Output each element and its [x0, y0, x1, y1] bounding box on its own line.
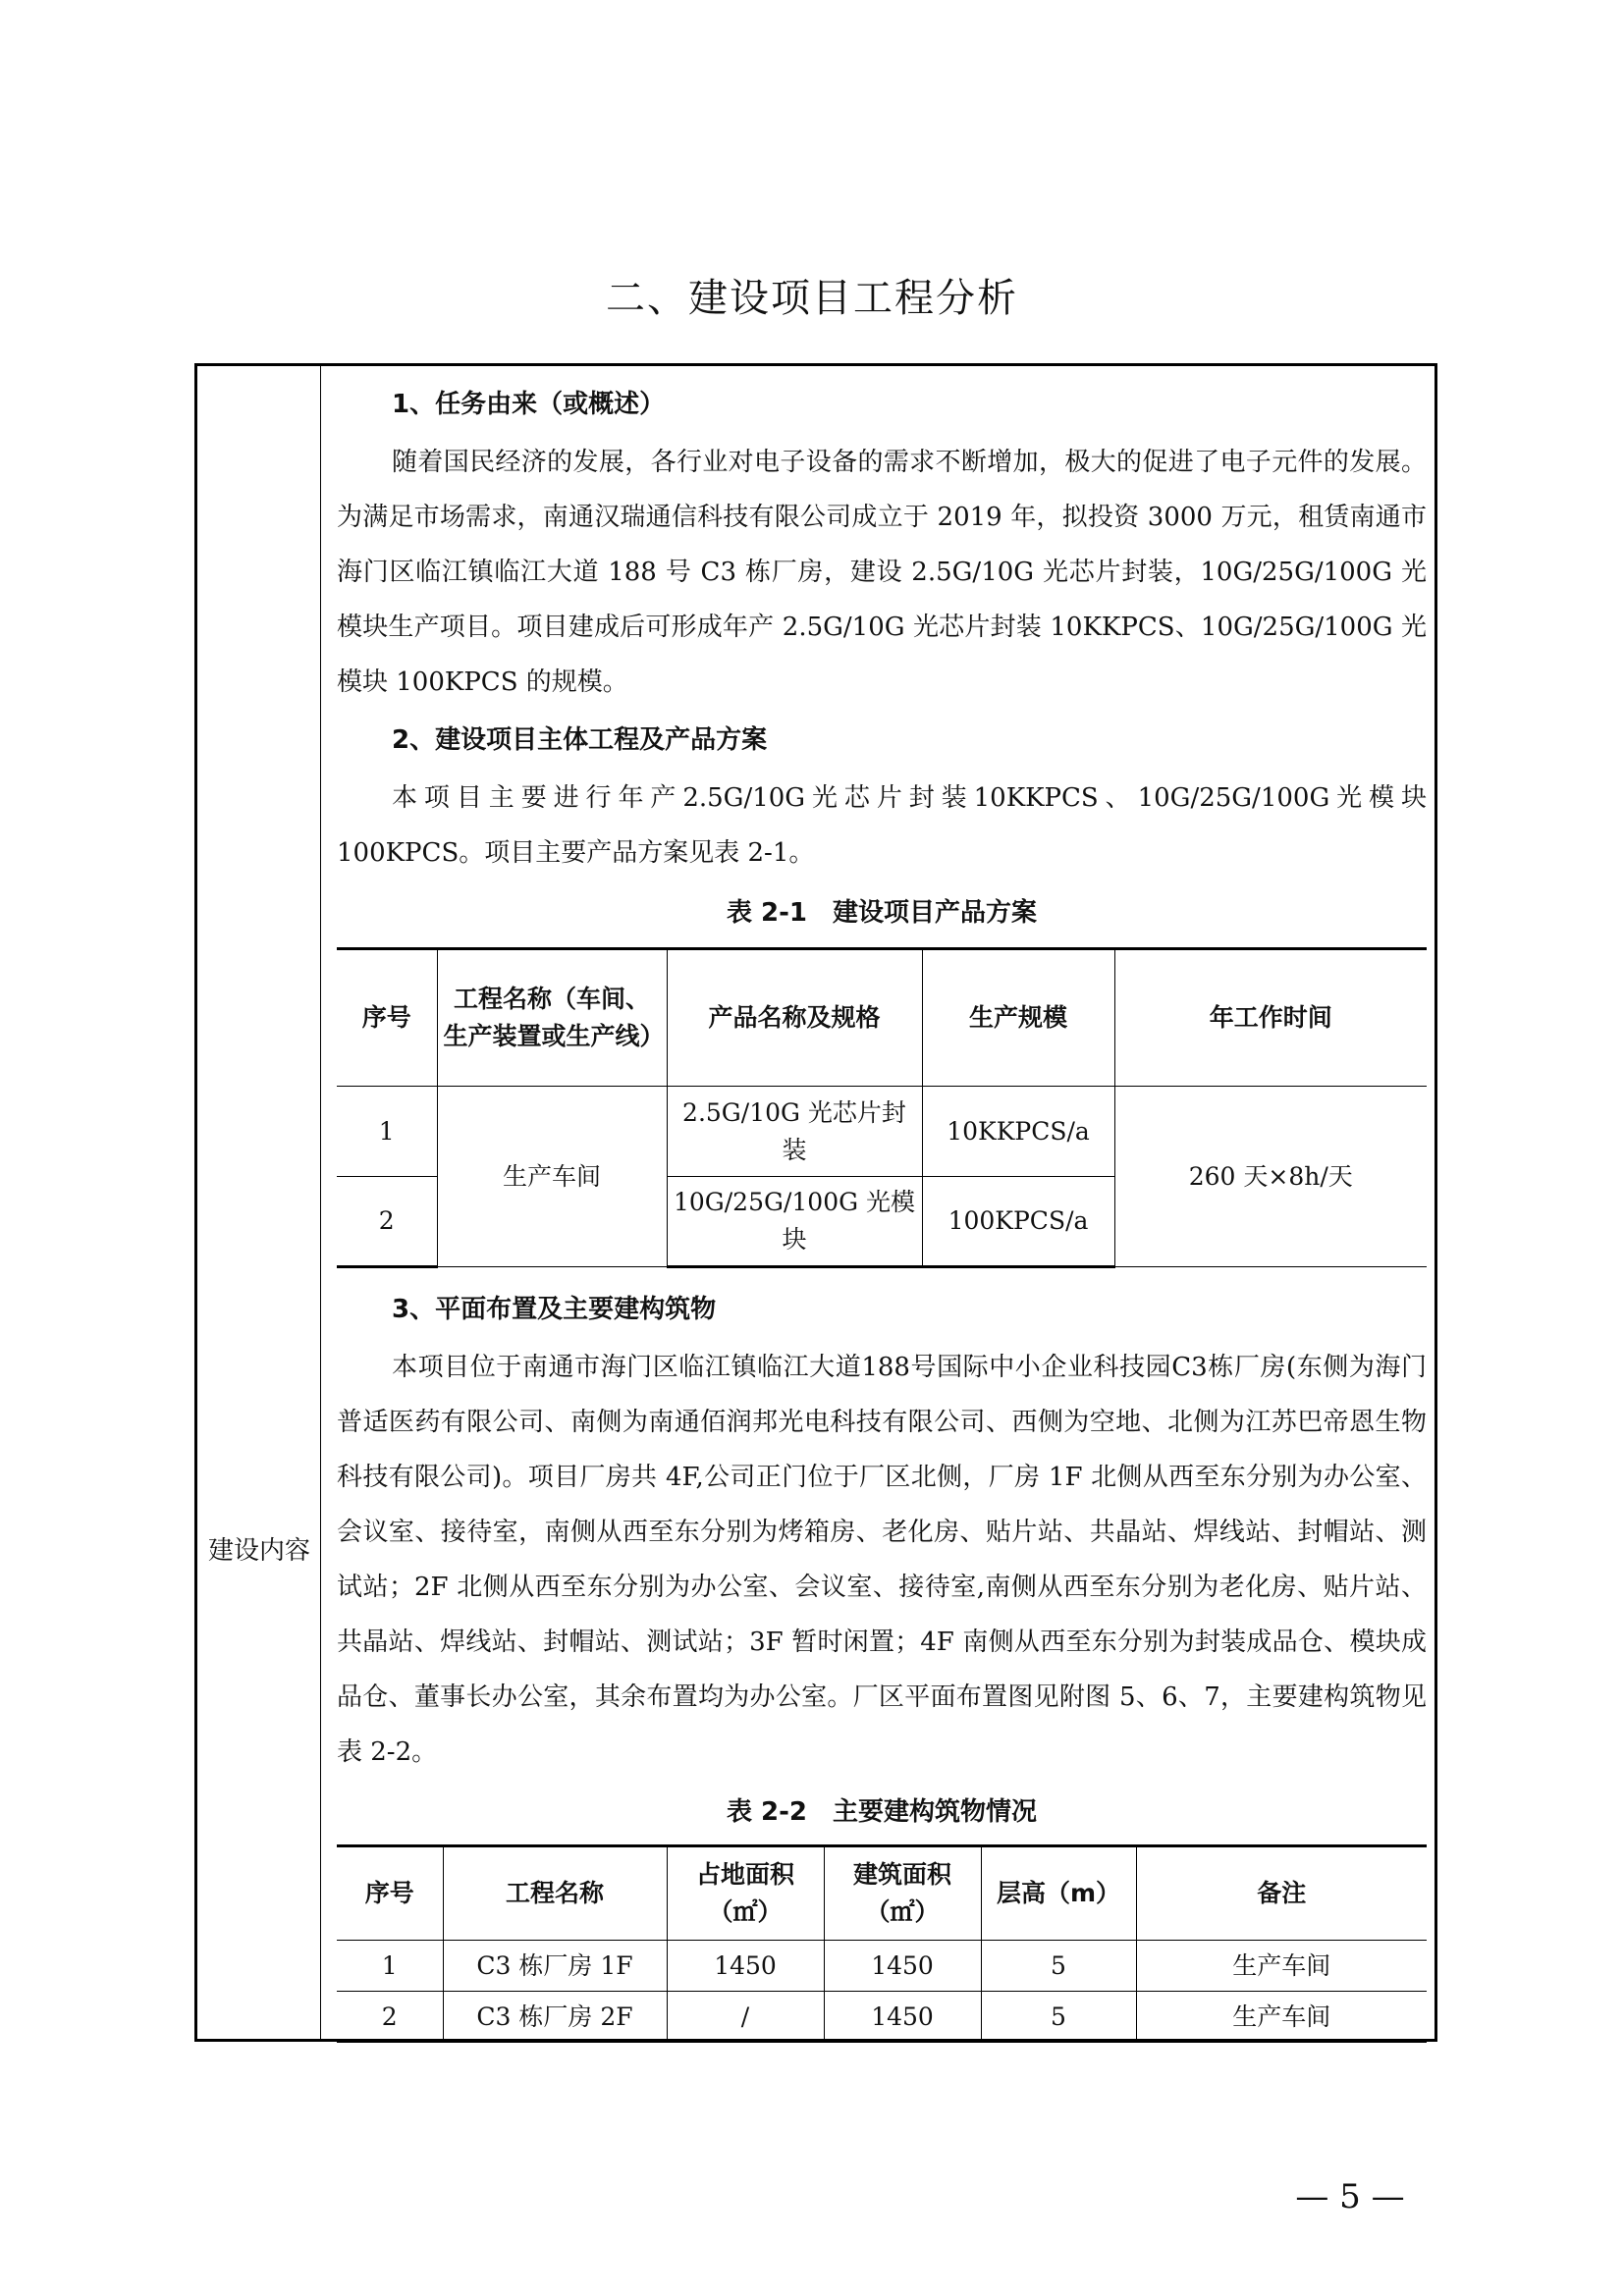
- table-2-header-height: 层高（m）: [981, 1846, 1136, 1941]
- table-1-header-product: 产品名称及规格: [667, 949, 922, 1087]
- content-frame: [194, 363, 1437, 2042]
- table-1-cell-scale: 10KKPCS/a: [922, 1087, 1114, 1177]
- table-2-cell-name: C3 栋厂房 2F: [443, 1992, 667, 2043]
- table-2-cell-no: 1: [337, 1941, 443, 1992]
- table-2-cell-note: 生产车间: [1136, 1992, 1427, 2043]
- table-1-header-scale: 生产规模: [922, 949, 1114, 1087]
- table-row: [337, 1992, 1427, 2043]
- table-1-cell-no: 1: [337, 1087, 437, 1177]
- table-1-cell-product: 10G/25G/100G 光模块: [667, 1177, 922, 1267]
- table-2-cell-no: 2: [337, 1992, 443, 2043]
- table-1-caption: 表 2-1 建设项目产品方案: [726, 898, 1038, 928]
- left-column: [197, 366, 321, 2039]
- section-3-paragraph: 本项目位于南通市海门区临江镇临江大道188号国际中小企业科技园C3栋厂房(东侧为海门普适医药有限公司、南侧为南通佰润邦光电科技有限公司、西侧为空地、北侧为江苏巴帝恩生物科技有限公司)。项目厂房共 4F,公司正门位于厂区北侧，厂房 1F 北侧从西至东分别为办公室、会议室、接待室，南侧从西至东分别为烤箱房、老化房、贴片站、共晶站、焊线站、封帽站、测试站；2F 北侧从西至东分别为办公室、会议室、接待室,南侧从西至东分别为老化房、贴片站、共晶站、焊线站、封帽站、测试站；3F 暂时闲置；4F 南侧从西至东分别为封装成品仓、模块成品仓、董事长办公室，其余布置均为办公室。厂区平面布置图见附图 5、6、7，主要建构筑物见表 2-2。: [337, 1353, 1427, 1767]
- section-2-heading: 2、建设项目主体工程及产品方案: [392, 725, 768, 755]
- page-title: 二、建设项目工程分析: [606, 276, 1018, 321]
- table-row: [337, 1941, 1427, 1992]
- table-1-header-no: 序号: [337, 949, 437, 1087]
- table-2-cell-build-area: 1450: [824, 1992, 981, 2043]
- section-1-heading: 1、任务由来（或概述）: [392, 390, 666, 419]
- table-1-cell-product: 2.5G/10G 光芯片封装: [667, 1087, 922, 1177]
- buildings-table: [337, 1844, 1427, 2043]
- table-2-cell-area: /: [667, 1992, 824, 2043]
- table-2-cell-height: 5: [981, 1992, 1136, 2043]
- table-2-header-build-area: 建筑面积（㎡）: [824, 1846, 981, 1941]
- table-row: [337, 1087, 1427, 1177]
- table-2-header-area: 占地面积（㎡）: [667, 1846, 824, 1941]
- product-plan-table: [337, 947, 1427, 1268]
- page-number: — 5 —: [1295, 2177, 1405, 2216]
- table-1-cell-no: 2: [337, 1177, 437, 1267]
- table-2-cell-height: 5: [981, 1941, 1136, 1992]
- table-1-cell-work-time: 260 天×8h/天: [1114, 1087, 1427, 1267]
- table-2-caption: 表 2-2 主要建构筑物情况: [726, 1797, 1038, 1827]
- section-2-paragraph: 本项目主要进行年产2.5G/10G光芯片封装10KKPCS、10G/25G/100G光模块100KPCS。项目主要产品方案见表 2-1。: [337, 783, 1427, 868]
- section-1-paragraph: 随着国民经济的发展，各行业对电子设备的需求不断增加，极大的促进了电子元件的发展。为满足市场需求，南通汉瑞通信科技有限公司成立于 2019 年，拟投资 3000 万元，租赁南通市海门区临江镇临江大道 188 号 C3 栋厂房，建设 2.5G/10G 光芯片封装，10G/25G/100G 光模块生产项目。项目建成后可形成年产 2.5G/10G 光芯片封装 10KKPCS、10G/25G/100G 光模块 100KPCS 的规模。: [337, 448, 1427, 697]
- table-2-cell-note: 生产车间: [1136, 1941, 1427, 1992]
- table-1-header-time: 年工作时间: [1114, 949, 1427, 1087]
- table-1-cell-scale: 100KPCS/a: [922, 1177, 1114, 1267]
- table-2-header-note: 备注: [1136, 1846, 1427, 1941]
- table-2-header-name: 工程名称: [443, 1846, 667, 1941]
- table-2-cell-name: C3 栋厂房 1F: [443, 1941, 667, 1992]
- table-2-header-no: 序号: [337, 1846, 443, 1941]
- table-1-cell-workshop: 生产车间: [437, 1087, 667, 1267]
- table-2-cell-area: 1450: [667, 1941, 824, 1992]
- section-3-heading: 3、平面布置及主要建构筑物: [392, 1295, 717, 1324]
- table-2-cell-build-area: 1450: [824, 1941, 981, 1992]
- table-1-header-project: 工程名称（车间、生产装置或生产线）: [437, 949, 667, 1087]
- left-column-label: 建设内容: [207, 1536, 310, 1566]
